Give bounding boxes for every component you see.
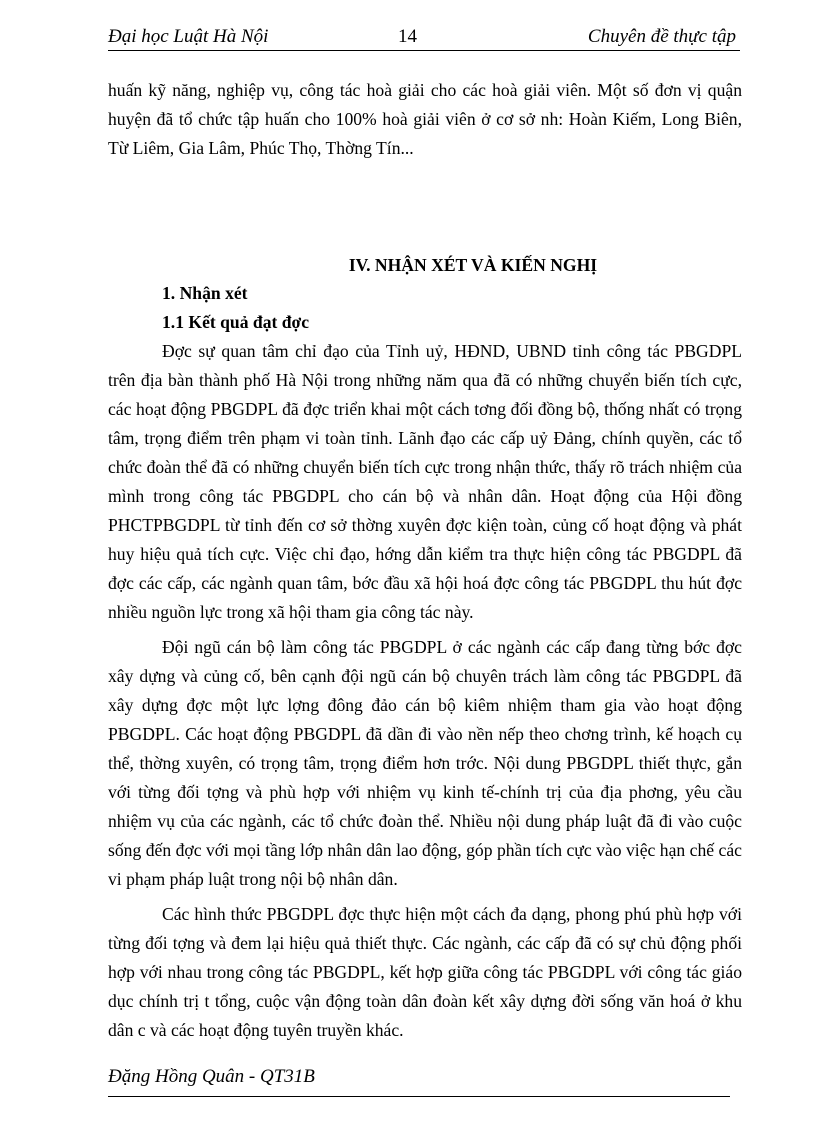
footer-author: Đặng Hồng Quân - QT31B bbox=[108, 1066, 315, 1087]
heading-results: 1.1 Kết quả đạt đợc bbox=[162, 312, 310, 332]
intro-paragraph: huấn kỹ năng, nghiệp vụ, công tác hoà giải cho các hoà giải viên. Một số đơn vị quận huyện đã tổ chức tập huấn cho 100% hoà giải viên ở cơ sở nh: Hoàn Kiếm, Long Biên, Từ Liêm, Gia Lâm, Phúc Thọ, Thờng Tín... bbox=[108, 80, 742, 158]
paragraph-1: Đợc sự quan tâm chỉ đạo của Tỉnh uỷ, HĐND, UBND tỉnh công tác PBGDPL trên địa bàn thành phố Hà Nội trong những năm qua đã có những chuyển biến tích cực, các hoạt động PBGDPL đã đợc triển khai một cách tơng đối đồng bộ, thống nhất có trọng tâm, trọng điểm trên phạm vi toàn tỉnh. Lãnh đạo các cấp uỷ Đảng, chính quyền, các tổ chức đoàn thể đã có những chuyển biến tích cực trong nhận thức, thấy rõ trách nhiệm của mình trong công tác PBGDPL cho cán bộ và nhân dân. Hoạt động của Hội đồng PHCTPBGDPL từ tỉnh đến cơ sở thờng xuyên đợc kiện toàn, củng cố hoạt động và phát huy hiệu quả tích cực. Việc chỉ đạo, hớng dẫn kiểm tra thực hiện công tác PBGDPL đã đợc các cấp, các ngành quan tâm, bớc đầu xã hội hoá đợc công tác PBGDPL thu hút đợc nhiều nguồn lực trong xã hội tham gia công tác này. bbox=[108, 341, 742, 622]
header-university: Đại học Luật Hà Nội bbox=[108, 26, 269, 47]
paragraph-3: Các hình thức PBGDPL đợc thực hiện một cách đa dạng, phong phú phù hợp với từng đối tợng và đem lại hiệu quả thiết thực. Các ngành, các cấp đã có sự chủ động phối hợp với nhau trong công tác PBGDPL, kết hợp giữa công tác PBGDPL với công tác giáo dục chính trị t tổng, cuộc vận động toàn dân đoàn kết xây dựng đời sống văn hoá ở khu dân c và các hoạt động tuyên truyền khác. bbox=[108, 904, 742, 1040]
header-document-type: Chuyên đề thực tập bbox=[587, 26, 736, 47]
heading-observations: 1. Nhận xét bbox=[162, 283, 248, 303]
paragraph-2: Đội ngũ cán bộ làm công tác PBGDPL ở các ngành các cấp đang từng bớc đợc xây dựng và củng cố, bên cạnh đội ngũ cán bộ chuyên trách làm công tác PBGDPL đã xây dựng đợc một lực lợng đông đảo cán bộ kiêm nhiệm tham gia vào hoạt động PBGDPL. Các hoạt động PBGDPL đã dần đi vào nền nếp theo chơng trình, kế hoạch cụ thể, thờng xuyên, có trọng tâm, trọng điểm hơn trớc. Nội dung PBGDPL thiết thực, gắn với từng đối tợng và phù hợp với nhiệm vụ kinh tế-chính trị của địa phơng, yêu cầu nhiệm vụ của các ngành, các tổ chức đoàn thể. Nhiều nội dung pháp luật đã đi vào cuộc sống đến đợc với mọi tầng lớp nhân dân lao động, góp phần tích cực vào việc hạn chế các vi phạm pháp luật trong nội bộ nhân dân. bbox=[108, 637, 742, 889]
page-footer bbox=[108, 1066, 730, 1097]
page-header bbox=[108, 24, 740, 51]
section-title: IV. NHẬN XÉT VÀ KIẾN NGHỊ bbox=[348, 255, 598, 275]
page-number: 14 bbox=[398, 26, 417, 47]
page-body bbox=[108, 76, 742, 1045]
